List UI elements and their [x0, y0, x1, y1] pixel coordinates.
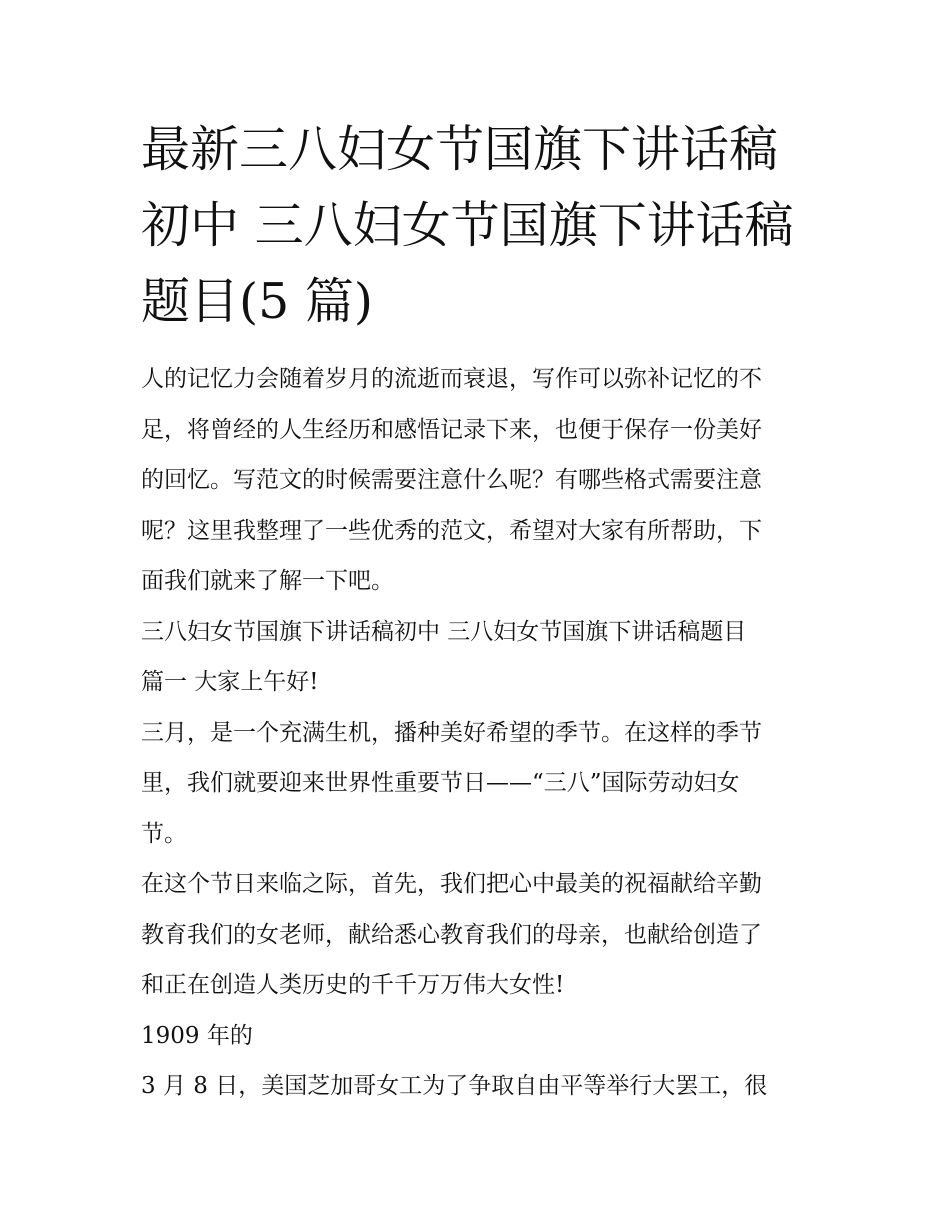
paragraph-intro [141, 354, 816, 607]
text-line: 呢？这里我整理了一些优秀的范文，希望对大家有所帮助，下 [141, 517, 762, 544]
title-line: 最新三八妇女节国旗下讲话稿 [141, 121, 779, 178]
text-line: 足，将曾经的人生经历和感悟记录下来，也便于保存一份美好 [141, 416, 762, 443]
title-line: 题目(5 篇) [141, 273, 373, 330]
text-line: 的回忆。写范文的时候需要注意什么呢？有哪些格式需要注意 [141, 467, 762, 493]
document-content [141, 112, 816, 1112]
text-line: 3 月 8 日，美国芝加哥女工为了争取自由平等举行大罢工，很 [141, 1073, 768, 1099]
paragraph-blessing [141, 859, 816, 1011]
text-line: 里，我们就要迎来世界性重要节日——“三八”国际劳动妇女 [141, 770, 740, 796]
paragraph-year [141, 1011, 816, 1062]
text-line: 1909 年的 [141, 1022, 253, 1049]
text-line: 节。 [141, 820, 187, 847]
text-line: 篇一 大家上午好! [141, 669, 319, 695]
document-title [141, 112, 816, 340]
paragraph-history [141, 1061, 816, 1112]
title-line: 初中 三八妇女节国旗下讲话稿 [141, 197, 794, 254]
text-line: 和正在创造人类历史的千千万万伟大女性! [141, 972, 565, 998]
text-line: 在这个节日来临之际，首先，我们把心中最美的祝福献给辛勤 [141, 871, 762, 897]
paragraph-march [141, 708, 816, 860]
text-line: 面我们就来了解一下吧。 [141, 568, 394, 594]
paragraph-section-heading [141, 607, 816, 708]
text-line: 人的记忆力会随着岁月的流逝而衰退，写作可以弥补记忆的不 [141, 366, 762, 392]
document-body [141, 354, 816, 1112]
text-line: 三八妇女节国旗下讲话稿初中 三八妇女节国旗下讲话稿题目 [141, 618, 747, 645]
text-line: 三月，是一个充满生机，播种美好希望的季节。在这样的季节 [141, 719, 762, 746]
text-line: 教育我们的女老师，献给悉心教育我们的母亲，也献给创造了 [141, 921, 762, 948]
